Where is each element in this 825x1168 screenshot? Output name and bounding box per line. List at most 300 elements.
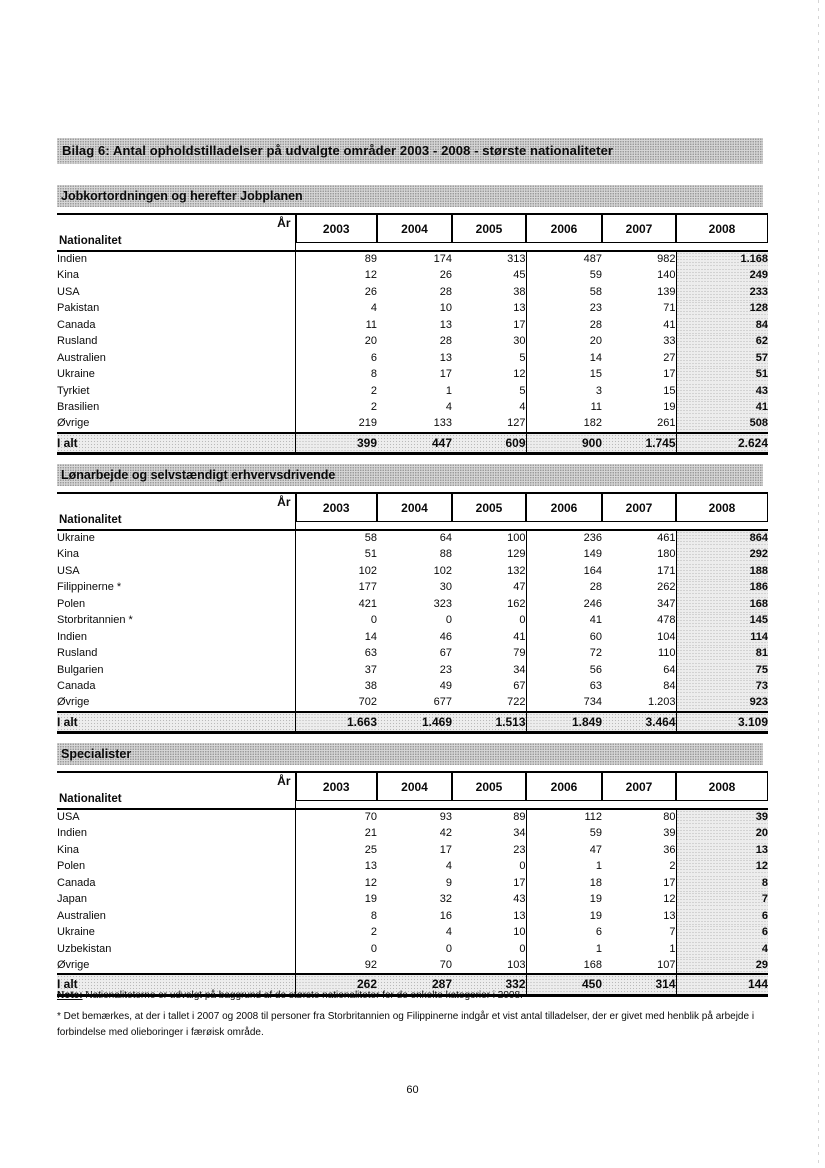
value-cell: 292: [676, 547, 768, 564]
value-cell: 182: [526, 416, 602, 433]
value-cell: 28: [439, 335, 452, 348]
year-axis-label: År: [277, 216, 291, 230]
year-column-header: 2007: [602, 215, 676, 243]
table-row: [57, 859, 768, 876]
value-cell: 13: [513, 302, 526, 315]
value-cell: 70: [295, 809, 377, 826]
table-row: [57, 416, 768, 433]
value-cell: 180: [657, 548, 676, 561]
value-cell: 26: [295, 284, 377, 301]
value-cell: 323: [433, 597, 452, 610]
note-label: Note:: [57, 990, 83, 1001]
table-row: [57, 892, 768, 909]
total-value-cell: 1.663: [295, 712, 377, 733]
value-cell: 2: [295, 925, 377, 942]
value-cell: 15: [526, 367, 602, 384]
value-cell: 102: [433, 564, 452, 577]
value-cell: 32: [439, 893, 452, 906]
table-row: [57, 695, 768, 712]
value-cell: 8: [295, 908, 377, 925]
value-cell: 13: [295, 859, 377, 876]
year-header-cell: [295, 772, 377, 809]
value-cell: 8: [676, 875, 768, 892]
value-cell: 0: [295, 613, 377, 630]
year-column-header: 2004: [377, 215, 452, 243]
value-cell: 103: [507, 958, 526, 971]
value-cell: 168: [526, 958, 602, 975]
value-cell: 17: [513, 318, 526, 331]
table-row: [57, 613, 768, 630]
value-cell: 734: [526, 695, 602, 712]
value-cell: 14: [526, 350, 602, 367]
year-column-header: 2006: [526, 773, 602, 801]
nationality-column-label: Nationalitet: [59, 514, 122, 526]
value-cell: 6: [676, 925, 768, 942]
nationality-cell: Filippinerne *: [57, 581, 122, 594]
year-header-cell: [452, 772, 526, 809]
nationality-cell: Brasilien: [57, 401, 100, 414]
year-header-cell: [452, 214, 526, 251]
value-cell: 140: [657, 269, 676, 282]
value-cell: 1: [445, 384, 452, 397]
nationality-cell: USA: [57, 811, 80, 824]
value-cell: 6: [526, 925, 602, 942]
year-column-header: 2008: [676, 773, 768, 801]
corner-cell: [57, 772, 295, 809]
total-value-cell: 3.109: [676, 712, 768, 733]
value-cell: 72: [526, 646, 602, 663]
value-cell: 39: [676, 809, 768, 826]
value-cell: 128: [676, 301, 768, 318]
total-value-cell: 287: [377, 974, 452, 995]
value-cell: 2: [669, 860, 676, 873]
nationality-cell: Ukraine: [57, 532, 95, 545]
table-row: [57, 317, 768, 334]
value-cell: 4: [519, 401, 526, 414]
value-cell: 8: [295, 367, 377, 384]
value-cell: 27: [663, 351, 676, 364]
year-header-cell: [377, 214, 452, 251]
value-cell: 982: [657, 253, 676, 266]
value-cell: 12: [513, 368, 526, 381]
value-cell: 51: [676, 367, 768, 384]
value-cell: 139: [657, 285, 676, 298]
nationality-cell: Kina: [57, 269, 80, 282]
table-row: [57, 400, 768, 417]
value-cell: 29: [676, 958, 768, 975]
nationality-cell: Indien: [57, 253, 87, 266]
value-cell: 64: [439, 532, 452, 545]
value-cell: 5: [519, 384, 526, 397]
value-cell: 4: [445, 926, 452, 939]
page-number: 60: [406, 1084, 419, 1096]
total-value-cell: 900: [526, 433, 602, 454]
value-cell: 4: [445, 401, 452, 414]
year-column-header: 2003: [296, 494, 378, 522]
value-cell: 71: [663, 302, 676, 315]
value-cell: 0: [295, 941, 377, 958]
nationality-cell: USA: [57, 285, 80, 298]
value-cell: 1.168: [676, 251, 768, 268]
year-axis-label: År: [277, 774, 291, 788]
value-cell: 2: [295, 400, 377, 417]
value-cell: 46: [439, 630, 452, 643]
value-cell: 62: [676, 334, 768, 351]
value-cell: 37: [295, 662, 377, 679]
value-cell: 43: [513, 893, 526, 906]
notes-block: [57, 989, 768, 1041]
value-cell: 9: [445, 876, 452, 889]
nationality-column-label: Nationalitet: [59, 235, 122, 247]
value-cell: 1: [526, 859, 602, 876]
value-cell: 41: [676, 400, 768, 417]
value-cell: 23: [526, 301, 602, 318]
value-cell: 16: [439, 909, 452, 922]
value-cell: 39: [663, 827, 676, 840]
nationality-cell: Uzbekistan: [57, 942, 112, 955]
value-cell: 21: [295, 826, 377, 843]
year-header-cell: [377, 493, 452, 530]
value-cell: 26: [439, 269, 452, 282]
table-row: [57, 842, 768, 859]
corner-cell: [57, 214, 295, 251]
year-column-header: 2005: [452, 494, 526, 522]
value-cell: 0: [445, 614, 452, 627]
year-header-cell: [295, 214, 377, 251]
year-column-header: 2003: [296, 215, 378, 243]
total-value-cell: 144: [676, 974, 768, 995]
value-cell: 261: [657, 417, 676, 430]
nationality-cell: Rusland: [57, 647, 98, 660]
value-cell: 4: [295, 301, 377, 318]
nationality-cell: Øvrige: [57, 696, 90, 709]
year-axis-label: År: [277, 495, 291, 509]
value-cell: 43: [676, 383, 768, 400]
value-cell: 51: [295, 547, 377, 564]
value-cell: 6: [676, 908, 768, 925]
value-cell: 4: [445, 860, 452, 873]
table-row: [57, 662, 768, 679]
table-row: [57, 629, 768, 646]
value-cell: 4: [676, 941, 768, 958]
table-header-row: [57, 493, 768, 530]
nationality-cell: Kina: [57, 548, 80, 561]
value-cell: 129: [507, 548, 526, 561]
value-cell: 17: [663, 876, 676, 889]
value-cell: 28: [526, 317, 602, 334]
value-cell: 80: [663, 811, 676, 824]
value-cell: 58: [295, 530, 377, 547]
value-cell: 249: [676, 268, 768, 285]
value-cell: 84: [663, 680, 676, 693]
value-cell: 0: [519, 860, 526, 873]
total-label: I alt: [57, 433, 295, 454]
value-cell: 13: [663, 909, 676, 922]
value-cell: 233: [676, 284, 768, 301]
nationality-cell: USA: [57, 564, 80, 577]
value-cell: 11: [295, 317, 377, 334]
year-header-cell: [526, 214, 602, 251]
value-cell: 246: [526, 596, 602, 613]
value-cell: 0: [519, 614, 526, 627]
total-value-cell: 332: [452, 974, 526, 995]
note-text: Nationaliteterne er udvalgt på baggrund af de største nationaliteter for de enkelte kategorier i 2008.: [82, 990, 523, 1001]
nationality-cell: Canada: [57, 318, 96, 331]
nationality-table: [57, 492, 768, 734]
nationality-cell: Indien: [57, 827, 87, 840]
value-cell: 127: [507, 417, 526, 430]
year-header-cell: [452, 493, 526, 530]
footnote: * Det bemærkes, at der i tallet i 2007 og 2008 til personer fra Storbritannien og Filippinerne indgår et vist antal tilladelser, der er givet med henblik på arbejde i forbindelse med olieboringer i færøisk område.: [57, 1011, 755, 1038]
value-cell: 57: [676, 350, 768, 367]
value-cell: 67: [513, 680, 526, 693]
value-cell: 73: [676, 679, 768, 696]
nationality-table: [57, 771, 768, 997]
value-cell: 60: [526, 629, 602, 646]
value-cell: 17: [439, 368, 452, 381]
section-title-bar: Lønarbejde og selvstændigt erhvervsdrivende: [57, 464, 763, 486]
value-cell: 18: [526, 875, 602, 892]
table-row: [57, 809, 768, 826]
total-value-cell: 399: [295, 433, 377, 454]
year-column-header: 2007: [602, 773, 676, 801]
value-cell: 6: [295, 350, 377, 367]
value-cell: 92: [295, 958, 377, 975]
value-cell: 487: [526, 251, 602, 268]
value-cell: 81: [676, 646, 768, 663]
nationality-cell: Kina: [57, 843, 80, 856]
value-cell: 56: [526, 662, 602, 679]
value-cell: 79: [513, 647, 526, 660]
value-cell: 702: [295, 695, 377, 712]
total-value-cell: 1.849: [526, 712, 602, 733]
table-row: [57, 563, 768, 580]
value-cell: 114: [676, 629, 768, 646]
value-cell: 0: [519, 942, 526, 955]
table-row: [57, 547, 768, 564]
value-cell: 10: [513, 926, 526, 939]
value-cell: 174: [433, 253, 452, 266]
year-column-header: 2008: [676, 494, 768, 522]
total-label: I alt: [57, 712, 295, 733]
total-value-cell: 262: [295, 974, 377, 995]
table-row: [57, 596, 768, 613]
value-cell: 30: [513, 335, 526, 348]
value-cell: 478: [657, 614, 676, 627]
value-cell: 0: [445, 942, 452, 955]
value-cell: 67: [439, 647, 452, 660]
total-value-cell: 1.513: [452, 712, 526, 733]
total-value-cell: 1.469: [377, 712, 452, 733]
year-header-cell: [377, 772, 452, 809]
value-cell: 2: [295, 383, 377, 400]
value-cell: 177: [295, 580, 377, 597]
year-header-cell: [526, 772, 602, 809]
value-cell: 461: [657, 532, 676, 545]
table-row: [57, 367, 768, 384]
nationality-cell: Ukraine: [57, 926, 95, 939]
nationality-cell: Tyrkiet: [57, 384, 90, 397]
value-cell: 15: [663, 384, 676, 397]
value-cell: 112: [526, 809, 602, 826]
value-cell: 45: [513, 269, 526, 282]
value-cell: 49: [439, 680, 452, 693]
total-value-cell: 314: [602, 974, 676, 995]
nationality-cell: Storbritannien *: [57, 614, 133, 627]
table-row: [57, 679, 768, 696]
nationality-cell: Japan: [57, 893, 87, 906]
value-cell: 63: [295, 646, 377, 663]
value-cell: 75: [676, 662, 768, 679]
year-header-cell: [676, 493, 768, 530]
value-cell: 19: [526, 908, 602, 925]
value-cell: 923: [676, 695, 768, 712]
year-header-cell: [602, 493, 676, 530]
section-title-bar: Specialister: [57, 743, 763, 765]
table-header-row: [57, 214, 768, 251]
value-cell: 19: [663, 401, 676, 414]
nationality-cell: Polen: [57, 597, 86, 610]
year-header-cell: [602, 772, 676, 809]
table-row: [57, 646, 768, 663]
year-column-header: 2006: [526, 215, 602, 243]
year-column-header: 2003: [296, 773, 378, 801]
value-cell: 132: [507, 564, 526, 577]
value-cell: 164: [526, 563, 602, 580]
value-cell: 38: [295, 679, 377, 696]
table-row: [57, 251, 768, 268]
value-cell: 13: [439, 351, 452, 364]
value-cell: 17: [439, 843, 452, 856]
document-title: Bilag 6: Antal opholdstilladelser på udvalgte områder 2003 - 2008 - største nationaliteter: [57, 138, 763, 164]
value-cell: 93: [439, 811, 452, 824]
table-row: [57, 383, 768, 400]
value-cell: 25: [295, 842, 377, 859]
table-row: [57, 268, 768, 285]
value-cell: 23: [439, 663, 452, 676]
table-row: [57, 925, 768, 942]
value-cell: 23: [513, 843, 526, 856]
table-row: [57, 826, 768, 843]
value-cell: 11: [526, 400, 602, 417]
total-value-cell: 450: [526, 974, 602, 995]
value-cell: 17: [513, 876, 526, 889]
value-cell: 7: [676, 892, 768, 909]
nationality-table: [57, 213, 768, 455]
value-cell: 162: [507, 597, 526, 610]
year-column-header: 2005: [452, 215, 526, 243]
year-column-header: 2005: [452, 773, 526, 801]
value-cell: 677: [433, 696, 452, 709]
value-cell: 133: [433, 417, 452, 430]
year-column-header: 2007: [602, 494, 676, 522]
value-cell: 13: [676, 842, 768, 859]
total-value-cell: 2.624: [676, 433, 768, 454]
year-column-header: 2004: [377, 494, 452, 522]
value-cell: 28: [439, 285, 452, 298]
value-cell: 89: [513, 811, 526, 824]
value-cell: 59: [526, 268, 602, 285]
nationality-cell: Canada: [57, 876, 96, 889]
value-cell: 313: [507, 253, 526, 266]
value-cell: 42: [439, 827, 452, 840]
value-cell: 20: [295, 334, 377, 351]
value-cell: 38: [513, 285, 526, 298]
value-cell: 168: [676, 596, 768, 613]
year-header-cell: [526, 493, 602, 530]
nationality-cell: Rusland: [57, 335, 98, 348]
value-cell: 104: [657, 630, 676, 643]
value-cell: 102: [295, 563, 377, 580]
year-column-header: 2006: [526, 494, 602, 522]
value-cell: 1.203: [647, 696, 676, 709]
table-row: [57, 958, 768, 975]
nationality-cell: Pakistan: [57, 302, 100, 315]
value-cell: 186: [676, 580, 768, 597]
value-cell: 7: [669, 926, 676, 939]
value-cell: 12: [295, 268, 377, 285]
value-cell: 347: [657, 597, 676, 610]
nationality-cell: Øvrige: [57, 417, 90, 430]
total-value-cell: 3.464: [602, 712, 676, 733]
value-cell: 89: [295, 251, 377, 268]
nationality-cell: Polen: [57, 860, 86, 873]
table-row: [57, 530, 768, 547]
value-cell: 13: [513, 909, 526, 922]
value-cell: 47: [513, 581, 526, 594]
value-cell: 17: [663, 368, 676, 381]
nationality-cell: Øvrige: [57, 958, 90, 971]
value-cell: 34: [513, 827, 526, 840]
value-cell: 30: [439, 581, 452, 594]
value-cell: 5: [519, 351, 526, 364]
total-row: [57, 712, 768, 733]
value-cell: 41: [663, 318, 676, 331]
total-label: I alt: [57, 974, 295, 995]
note-line: [57, 989, 768, 1003]
value-cell: 64: [663, 663, 676, 676]
value-cell: 722: [507, 696, 526, 709]
value-cell: 14: [295, 629, 377, 646]
value-cell: 12: [295, 875, 377, 892]
value-cell: 12: [676, 859, 768, 876]
value-cell: 58: [526, 284, 602, 301]
value-cell: 262: [657, 581, 676, 594]
table-row: [57, 350, 768, 367]
value-cell: 20: [526, 334, 602, 351]
year-header-cell: [676, 214, 768, 251]
total-value-cell: 447: [377, 433, 452, 454]
year-header-cell: [295, 493, 377, 530]
total-value-cell: 609: [452, 433, 526, 454]
scan-edge-artifact: [818, 0, 819, 1168]
value-cell: 149: [526, 547, 602, 564]
nationality-cell: Bulgarien: [57, 663, 104, 676]
value-cell: 47: [526, 842, 602, 859]
nationality-cell: Canada: [57, 680, 96, 693]
value-cell: 41: [526, 613, 602, 630]
value-cell: 41: [513, 630, 526, 643]
table-row: [57, 908, 768, 925]
value-cell: 107: [657, 958, 676, 971]
total-row: [57, 433, 768, 454]
value-cell: 63: [526, 679, 602, 696]
value-cell: 34: [513, 663, 526, 676]
section-title-bar: Jobkortordningen og herefter Jobplanen: [57, 185, 763, 207]
table-header-row: [57, 772, 768, 809]
nationality-cell: Australien: [57, 351, 106, 364]
year-column-header: 2008: [676, 215, 768, 243]
